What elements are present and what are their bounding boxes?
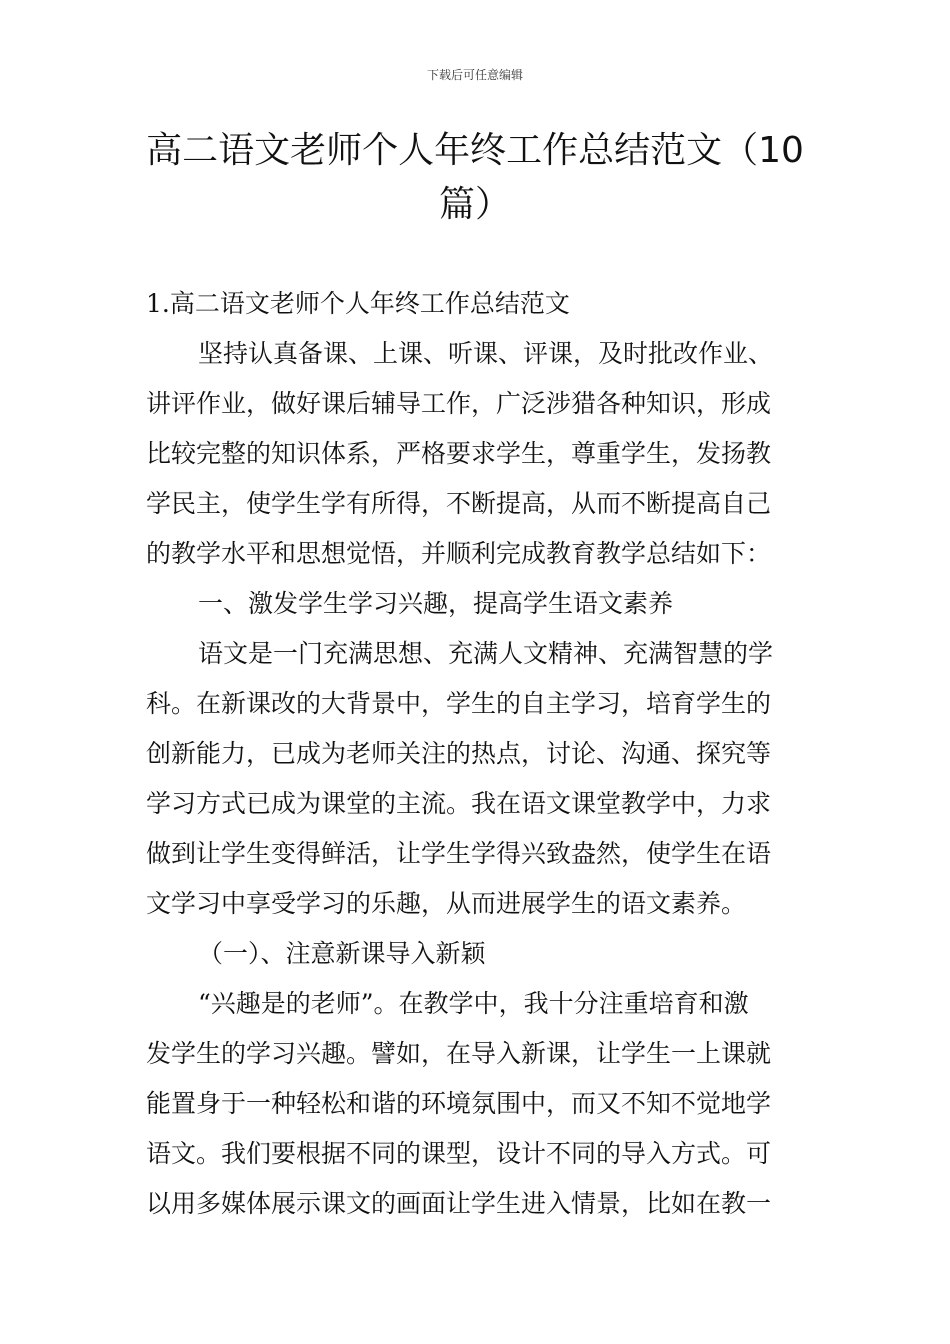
paragraph-line: 能置身于一种轻松和谐的环境氛围中，而又不知不觉地学 [146, 1089, 772, 1118]
section-heading: 1.高二语文老师个人年终工作总结范文 [146, 289, 570, 318]
paragraph-line: 学民主，使学生学有所得，不断提高，从而不断提高自己 [146, 489, 772, 518]
document-body [146, 279, 810, 1229]
paragraph-line: “兴趣是的老师”。在教学中，我十分注重培育和激 [198, 989, 749, 1018]
subheading: （一）、注意新课导入新颖 [198, 939, 486, 968]
paragraph-line: 讲评作业，做好课后辅导工作，广泛涉猎各种知识，形成 [146, 389, 772, 418]
page-header-note: 下载后可任意编辑 [426, 68, 523, 82]
paragraph-line: 的教学水平和思想觉悟，并顺利完成教育教学总结如下： [146, 539, 772, 568]
paragraph-line: 做到让学生变得鲜活，让学生学得兴致盎然，使学生在语 [146, 839, 772, 868]
paragraph-line: 科。在新课改的大背景中，学生的自主学习，培育学生的 [146, 689, 772, 718]
paragraph-line: 创新能力，已成为老师关注的热点，讨论、沟通、探究等 [146, 739, 772, 768]
paragraph-line: 坚持认真备课、上课、听课、评课，及时批改作业、 [198, 339, 774, 368]
paragraph-line: 学习方式已成为课堂的主流。我在语文课堂教学中，力求 [146, 789, 772, 818]
subheading: 一、激发学生学习兴趣，提高学生语文素养 [198, 589, 674, 618]
paragraph-line: 文学习中享受学习的乐趣，从而进展学生的语文素养。 [146, 889, 747, 918]
paragraph-line: 比较完整的知识体系，严格要求学生，尊重学生，发扬教 [146, 439, 772, 468]
paragraph-line: 语文是一门充满思想、充满人文精神、充满智慧的学 [198, 639, 774, 668]
document-title-line-1: 高二语文老师个人年终工作总结范文（10 [146, 130, 804, 171]
document-title-line-2: 篇） [438, 184, 511, 225]
document-title [140, 124, 810, 232]
paragraph-line: 发学生的学习兴趣。譬如，在导入新课，让学生一上课就 [146, 1039, 772, 1068]
paragraph-line: 以用多媒体展示课文的画面让学生进入情景，比如在教一 [146, 1189, 772, 1218]
paragraph-line: 语文。我们要根据不同的课型，设计不同的导入方式。可 [146, 1139, 772, 1168]
